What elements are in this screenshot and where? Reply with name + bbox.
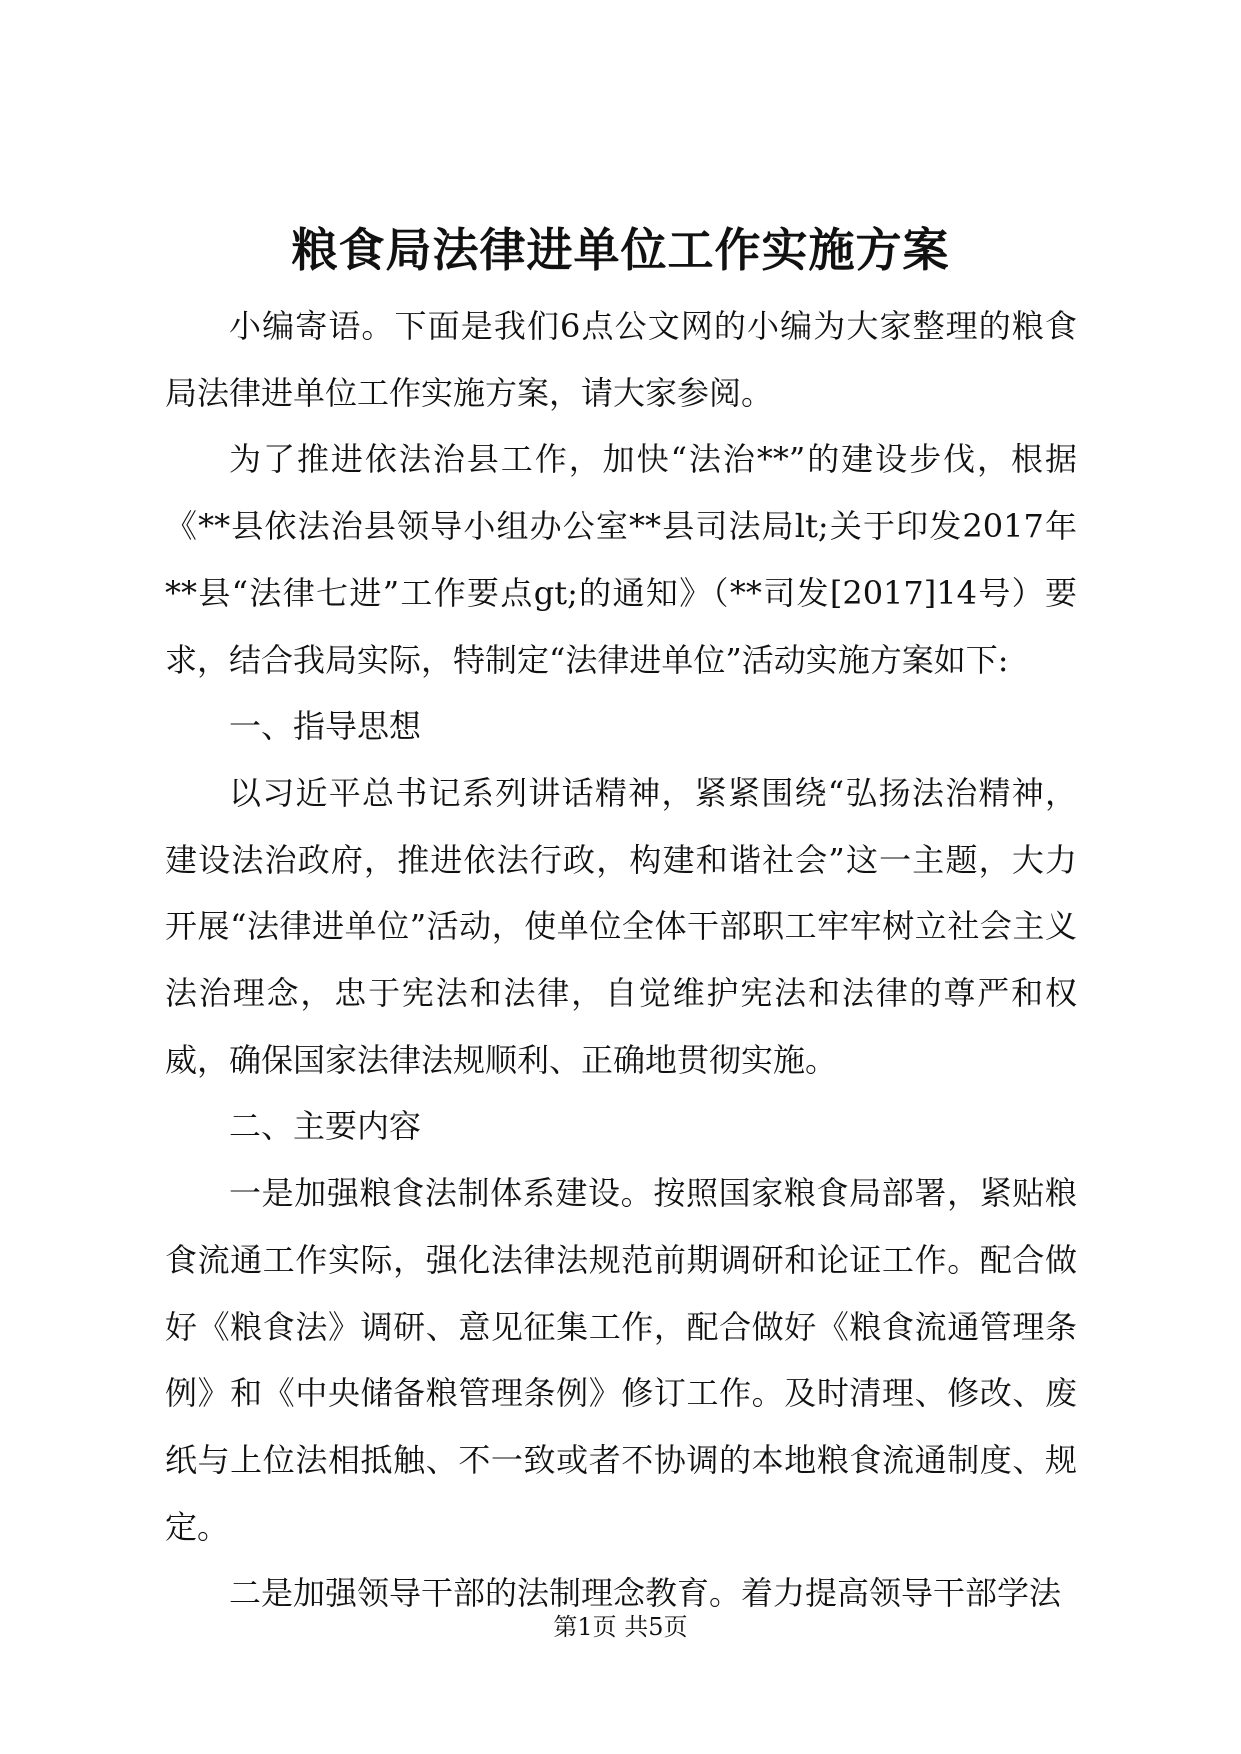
paragraph-legal-system: 一是加强粮食法制体系建设。按照国家粮食局部署，紧贴粮食流通工作实际，强化法律法规范前期调研和论证工作。配合做好《粮食法》调研、意见征集工作，配合做好《粮食流通管理条例》和《中央储备粮管理条例》修订工作。及时清理、修改、废纸与上位法相抵触、不一致或者不协调的本地粮食流通制度、规定。 <box>165 1174 1077 1546</box>
document-body <box>165 293 1077 1627</box>
section-heading-guiding-ideology: 一、指导思想 <box>229 707 422 746</box>
paragraph-basis: 为了推进依法治县工作，加快“法治**”的建设步伐，根据《**县依法治县领导小组办公室**县司法局lt;关于印发2017年**县“法律七进”工作要点gt;的通知》（**司发[2017]14号）要求，结合我局实际，特制定“法律进单位”活动实施方案如下: <box>165 440 1077 679</box>
section-heading-main-content: 二、主要内容 <box>229 1107 422 1146</box>
page-title: 粮食局法律进单位工作实施方案 <box>291 223 950 277</box>
paragraph-leader-education: 二是加强领导干部的法制理念教育。着力提高领导干部学法 <box>229 1574 1062 1613</box>
paragraph-intro: 小编寄语。下面是我们6点公文网的小编为大家整理的粮食局法律进单位工作实施方案，请大家参阅。 <box>165 307 1077 412</box>
paragraph-guiding-ideology: 以习近平总书记系列讲话精神，紧紧围绕“弘扬法治精神，建设法治政府，推进依法行政，构建和谐社会”这一主题，大力开展“法律进单位”活动，使单位全体干部职工牢牢树立社会主义法治理念，忠于宪法和法律，自觉维护宪法和法律的尊严和权威，确保国家法律法规顺利、正确地贯彻实施。 <box>165 773 1077 1079</box>
page-number-footer: 第1页 共5页 <box>553 1613 688 1641</box>
